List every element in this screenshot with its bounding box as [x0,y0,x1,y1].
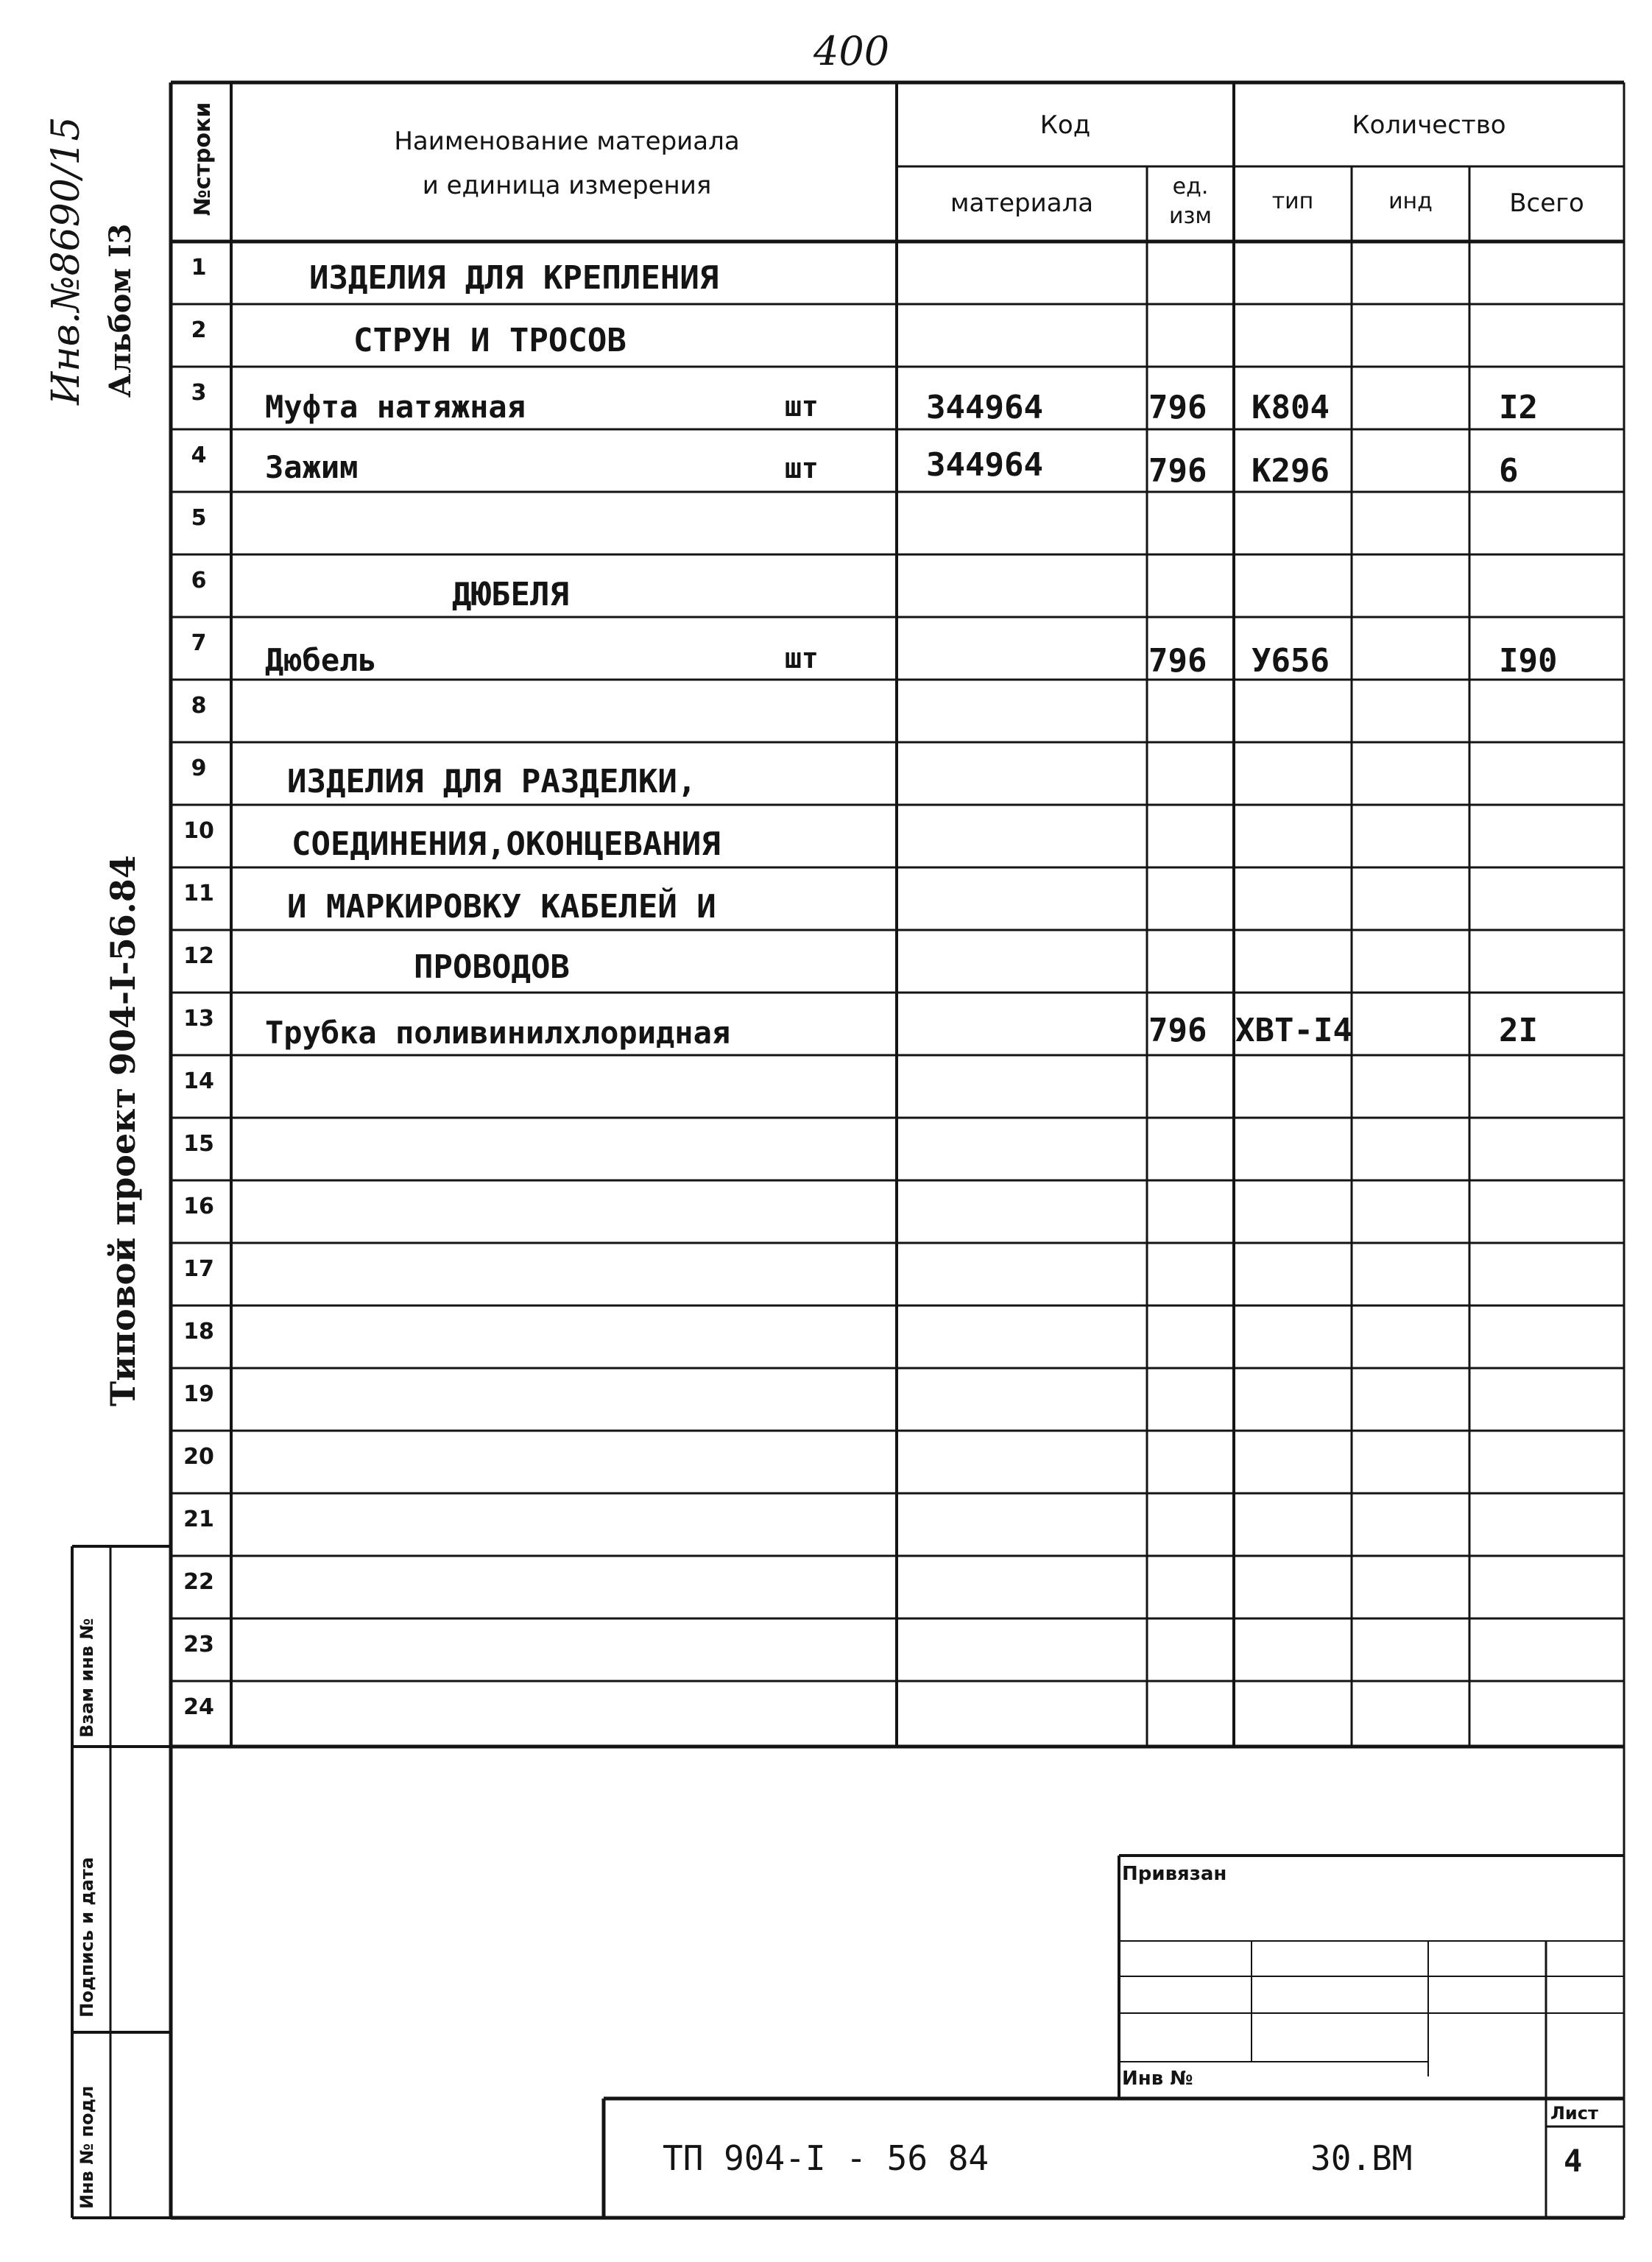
item-material-code: 344964 [926,446,1043,484]
item-material-code: 344964 [926,389,1043,426]
section-heading: ПРОВОДОВ [414,948,570,986]
item-type: К296 [1252,452,1330,490]
sheet-label: Лист [1550,2103,1598,2124]
row-number: 14 [183,1068,214,1094]
sheet-number: 4 [1564,2143,1583,2179]
header-name-line2: и единица измерения [422,171,712,200]
item-unit: шт [785,390,819,423]
section-heading: СОЕДИНЕНИЯ,ОКОНЦЕВАНИЯ [292,825,721,863]
row-number: 13 [183,1006,214,1032]
row-number: 20 [183,1444,214,1470]
header-ind: инд [1388,188,1433,214]
album-label: Альбом I3 [103,223,138,398]
row-number: 15 [183,1131,214,1157]
item-total: I90 [1499,642,1558,680]
item-name: Зажим [265,449,359,485]
header-unit-line1: ед. [1172,174,1209,200]
section-heading: ИЗДЕЛИЯ ДЛЯ РАЗДЕЛКИ, [287,763,697,800]
header-quantity: Количество [1352,110,1506,140]
row-number: 8 [191,693,207,719]
row-number: 1 [191,255,207,281]
item-unit-code: 796 [1148,452,1207,490]
item-type: К804 [1252,389,1330,426]
section-heading: СТРУН И ТРОСОВ [353,322,626,359]
stamp-replace-inv: Взам инв № [77,1618,97,1738]
item-unit-code: 796 [1148,1012,1207,1049]
document-mark: 30.ВМ [1310,2138,1413,2178]
inventory-number: Инв.№8690/15 [44,116,88,405]
section-heading: ДЮБЕЛЯ [452,576,569,613]
stamp-signature-date: Подпись и дата [77,1857,97,2018]
row-number: 22 [183,1569,214,1595]
item-type: ХВТ-I4 [1235,1012,1352,1049]
item-name: Дюбель [265,642,377,678]
bound-label: Привязан [1122,1863,1227,1885]
row-number: 21 [183,1507,214,1532]
header-material: материала [950,188,1094,218]
row-number: 17 [183,1256,214,1282]
section-heading: ИЗДЕЛИЯ ДЛЯ КРЕПЛЕНИЯ [309,259,719,297]
row-number: 11 [183,881,214,906]
row-number: 2 [191,317,207,343]
inv-no-label: Инв № [1122,2068,1193,2090]
row-number: 18 [183,1319,214,1345]
row-number: 5 [191,505,207,531]
item-total: I2 [1499,389,1538,426]
item-name: Муфта натяжная [265,389,526,425]
header-type: тип [1271,188,1314,214]
row-number: 10 [183,818,214,844]
row-number: 9 [191,755,207,781]
item-total: 6 [1499,452,1519,490]
row-number: 3 [191,380,207,406]
stamp-inv-original: Инв № подл [77,2085,97,2209]
row-number: 4 [191,443,207,468]
row-number: 16 [183,1194,214,1219]
item-type: У656 [1252,642,1330,680]
row-number: 23 [183,1632,214,1657]
row-number: 19 [183,1381,214,1407]
header-row-number: №строки [190,102,216,216]
project-label: Типовой проект 904-I-56.84 [103,855,143,1406]
item-name: Трубка поливинилхлоридная [265,1015,731,1051]
item-unit-code: 796 [1148,389,1207,426]
header-total: Всего [1509,188,1584,218]
header-name-line1: Наименование материала [394,127,740,156]
item-unit-code: 796 [1148,642,1207,680]
row-number: 24 [183,1694,214,1720]
row-number: 12 [183,943,214,969]
document-code: ТП 904-I - 56 84 [663,2138,989,2178]
header-unit-line2: изм [1168,203,1212,229]
row-number: 7 [191,630,207,656]
section-heading: И МАРКИРОВКУ КАБЕЛЕЙ И [287,888,716,926]
item-total: 2I [1499,1012,1538,1049]
item-unit: шт [785,642,819,674]
header-code: Код [1039,110,1091,140]
row-number: 6 [191,568,207,593]
page-number: 400 [813,28,890,74]
item-unit: шт [785,452,819,485]
